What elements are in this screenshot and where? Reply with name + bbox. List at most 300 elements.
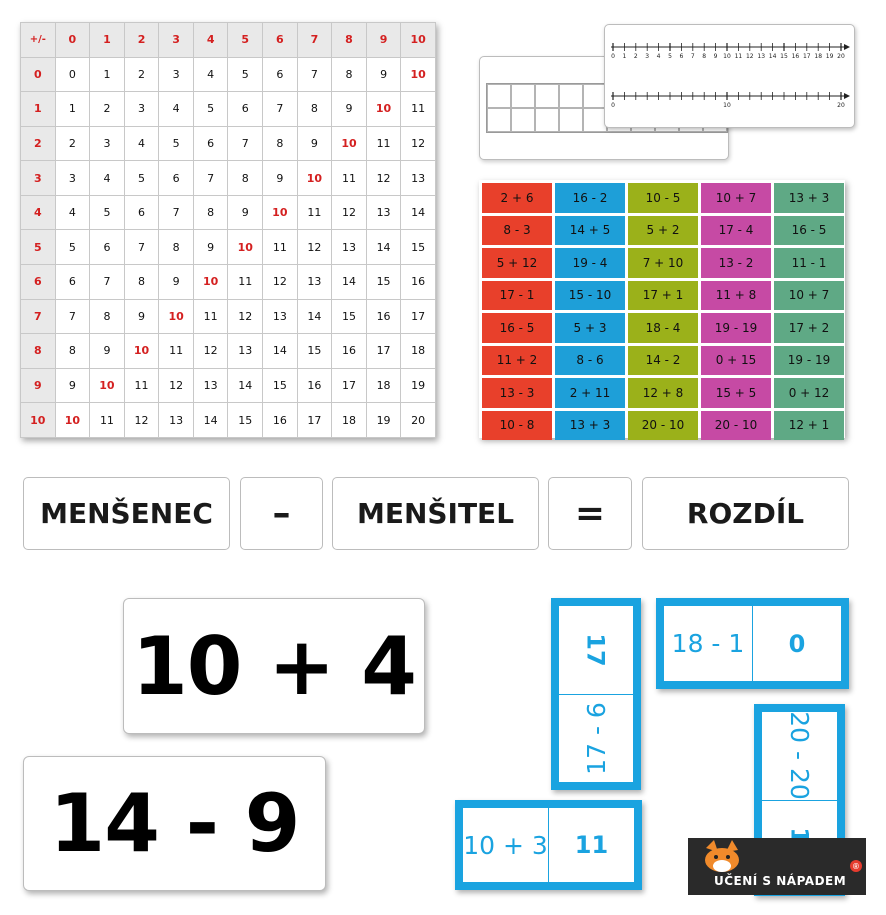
domino-half (664, 606, 752, 681)
table-cell: 18 (366, 368, 401, 403)
task-card (628, 313, 698, 343)
task-card-text: 19 - 19 (787, 353, 831, 368)
table-corner-cell: +/- (21, 23, 56, 58)
brand-logo (688, 838, 866, 895)
table-row-header: 7 (21, 299, 56, 334)
number-line-label: 6 (679, 53, 684, 60)
table-cell: 9 (193, 230, 228, 265)
registered-mark: ® (850, 860, 862, 872)
table-cell: 1 (90, 57, 125, 92)
table-cell: 14 (263, 334, 298, 369)
table-cell: 7 (55, 299, 90, 334)
task-card-text: 16 - 5 (791, 223, 827, 238)
task-card (628, 248, 698, 278)
table-row-header: 2 (21, 126, 56, 161)
table-cell: 15 (401, 230, 436, 265)
task-card (482, 313, 552, 343)
task-card-text: 16 - 5 (499, 320, 535, 335)
task-card-text: 5 + 3 (573, 320, 607, 335)
domino-value: 0 (788, 629, 806, 658)
task-card-text: 0 + 12 (788, 385, 830, 400)
expression-card-addition (123, 598, 425, 734)
table-cell: 3 (124, 92, 159, 127)
table-row (21, 57, 436, 92)
number-line-label: 0 (611, 102, 615, 109)
task-card-text: 19 - 19 (714, 320, 758, 335)
task-card (482, 183, 552, 213)
task-card-text: 18 - 4 (645, 320, 681, 335)
table-cell: 14 (401, 195, 436, 230)
table-row (21, 265, 436, 300)
table-cell: 5 (228, 57, 263, 92)
table-cell: 16 (366, 299, 401, 334)
table-cell: 12 (124, 403, 159, 438)
task-card-text: 14 - 2 (645, 353, 681, 368)
word-card-minuend (23, 477, 230, 550)
table-cell: 8 (297, 92, 332, 127)
task-card-text: 11 - 1 (791, 255, 827, 270)
task-card (482, 281, 552, 311)
table-cell: 7 (297, 57, 332, 92)
table-cell: 11 (90, 403, 125, 438)
task-card (482, 248, 552, 278)
table-cell: 4 (55, 195, 90, 230)
expression-subtraction: 14 - 9 (49, 777, 300, 870)
table-cell: 13 (228, 334, 263, 369)
task-card (774, 248, 844, 278)
ten-frame-cell (511, 84, 535, 108)
table-cell: 7 (193, 161, 228, 196)
domino-value: 17 (582, 633, 610, 667)
number-line-label: 20 (837, 53, 845, 60)
task-card-text: 2 + 6 (500, 190, 534, 205)
table-cell: 17 (401, 299, 436, 334)
number-line-graphic (605, 25, 856, 129)
table-cell: 12 (401, 126, 436, 161)
table-row (21, 403, 436, 438)
task-card (555, 313, 625, 343)
number-line-label: 16 (791, 53, 800, 60)
table-column-header: 6 (263, 23, 298, 58)
expression-card-subtraction (23, 756, 326, 891)
task-card (701, 378, 771, 408)
number-line-label: 20 (837, 102, 845, 109)
task-card-text: 15 - 10 (568, 288, 612, 303)
table-cell: 13 (332, 230, 367, 265)
domino-vertical-left (551, 598, 641, 790)
task-card-text: 14 + 5 (569, 223, 611, 238)
task-card (628, 346, 698, 376)
table-cell: 13 (193, 368, 228, 403)
task-card-text: 11 + 2 (496, 353, 538, 368)
task-card (628, 411, 698, 441)
table-cell: 12 (263, 265, 298, 300)
number-line-label: 5 (668, 53, 672, 60)
task-card (628, 378, 698, 408)
table-cell: 9 (228, 195, 263, 230)
table-cell: 5 (193, 92, 228, 127)
table-row (21, 92, 436, 127)
table-cell: 9 (90, 334, 125, 369)
table-row-header: 6 (21, 265, 56, 300)
table-column-header: 0 (55, 23, 90, 58)
table-column-header: 7 (297, 23, 332, 58)
table-cell: 6 (55, 265, 90, 300)
task-card-text: 10 - 8 (499, 418, 535, 433)
table-cell: 9 (297, 126, 332, 161)
addition-table (20, 22, 436, 438)
table-cell: 10 (228, 230, 263, 265)
task-card-text: 13 + 3 (788, 190, 830, 205)
word-card-subtrahend (332, 477, 539, 550)
table-cell: 17 (366, 334, 401, 369)
table-cell: 6 (228, 92, 263, 127)
table-cell: 10 (366, 92, 401, 127)
table-cell: 9 (124, 299, 159, 334)
task-card-text: 7 + 10 (642, 255, 684, 270)
table-cell: 8 (55, 334, 90, 369)
table-cell: 8 (332, 57, 367, 92)
table-cell: 17 (332, 368, 367, 403)
table-row-header: 5 (21, 230, 56, 265)
table-cell: 9 (159, 265, 194, 300)
number-line-label: 9 (713, 53, 718, 60)
domino-value: 18 - 1 (671, 629, 745, 658)
table-cell: 16 (401, 265, 436, 300)
table-cell: 10 (297, 161, 332, 196)
table-row (21, 368, 436, 403)
table-cell: 16 (263, 403, 298, 438)
table-row-header: 4 (21, 195, 56, 230)
table-cell: 2 (90, 92, 125, 127)
ten-frame-cell (487, 108, 511, 132)
table-cell: 10 (332, 126, 367, 161)
table-row-header: 10 (21, 403, 56, 438)
table-cell: 10 (401, 57, 436, 92)
task-card-text: 19 - 4 (572, 255, 608, 270)
table-cell: 11 (401, 92, 436, 127)
domino-half (548, 808, 634, 882)
table-row-header: 3 (21, 161, 56, 196)
table-column-header: 9 (366, 23, 401, 58)
table-cell: 9 (366, 57, 401, 92)
table-cell: 4 (193, 57, 228, 92)
number-line-label: 11 (734, 53, 743, 60)
table-row (21, 161, 436, 196)
table-cell: 18 (332, 403, 367, 438)
number-line-label: 10 (723, 102, 731, 109)
word-card-difference (642, 477, 849, 550)
table-cell: 11 (124, 368, 159, 403)
ten-frame-cell (511, 108, 535, 132)
table-cell: 2 (124, 57, 159, 92)
task-card-text: 5 + 2 (646, 223, 680, 238)
number-line-label: 8 (702, 53, 707, 60)
task-card (628, 281, 698, 311)
task-card-text: 17 + 1 (642, 288, 684, 303)
number-line-label: 12 (745, 53, 754, 60)
task-card-text: 17 + 2 (788, 320, 830, 335)
task-card-text: 13 + 3 (569, 418, 611, 433)
table-cell: 14 (297, 299, 332, 334)
task-card-text: 10 - 5 (645, 190, 681, 205)
table-column-header: 3 (159, 23, 194, 58)
expression-addition: 10 + 4 (132, 619, 416, 713)
table-cell: 12 (366, 161, 401, 196)
word-equals-sign: = (574, 493, 606, 534)
table-cell: 10 (159, 299, 194, 334)
table-cell: 11 (332, 161, 367, 196)
task-card-text: 12 + 1 (788, 418, 830, 433)
table-cell: 12 (159, 368, 194, 403)
table-cell: 1 (55, 92, 90, 127)
fox-icon (692, 838, 752, 878)
task-cards-grid (482, 183, 844, 440)
table-cell: 13 (263, 299, 298, 334)
table-cell: 10 (124, 334, 159, 369)
table-cell: 13 (401, 161, 436, 196)
domino-value: 11 (574, 831, 609, 859)
number-line-label: 10 (723, 53, 731, 60)
table-cell: 15 (228, 403, 263, 438)
number-line-label: 0 (611, 53, 615, 60)
table-cell: 8 (90, 299, 125, 334)
table-cell: 7 (159, 195, 194, 230)
table-row-header: 0 (21, 57, 56, 92)
table-cell: 6 (263, 57, 298, 92)
task-card (701, 248, 771, 278)
task-card (482, 346, 552, 376)
table-cell: 3 (90, 126, 125, 161)
word-minuend: MENŠENEC (40, 497, 213, 530)
table-cell: 6 (124, 195, 159, 230)
table-row (21, 126, 436, 161)
table-cell: 9 (332, 92, 367, 127)
table-cell: 13 (159, 403, 194, 438)
number-line-label: 14 (768, 53, 777, 60)
number-line-label: 3 (645, 53, 650, 60)
table-cell: 10 (193, 265, 228, 300)
task-card-text: 10 + 7 (788, 288, 830, 303)
number-line-label: 15 (780, 53, 788, 60)
ten-frame-cell (559, 108, 583, 132)
number-line-label: 13 (757, 53, 766, 60)
table-cell: 14 (193, 403, 228, 438)
number-line-arrow (844, 44, 850, 50)
domino-half (559, 694, 633, 783)
word-minus-sign: – (272, 493, 291, 534)
domino-half (463, 808, 548, 882)
table-row (21, 230, 436, 265)
task-card-text: 15 + 5 (715, 385, 757, 400)
table-cell: 10 (90, 368, 125, 403)
domino-value: 10 + 3 (463, 830, 548, 860)
table-cell: 11 (366, 126, 401, 161)
table-cell: 14 (366, 230, 401, 265)
number-line-label: 4 (656, 53, 661, 60)
table-cell: 3 (55, 161, 90, 196)
table-column-header: 2 (124, 23, 159, 58)
task-card (774, 313, 844, 343)
task-card (628, 183, 698, 213)
table-cell: 20 (401, 403, 436, 438)
task-card-text: 12 + 8 (642, 385, 684, 400)
table-cell: 15 (263, 368, 298, 403)
table-cell: 13 (297, 265, 332, 300)
table-cell: 12 (228, 299, 263, 334)
task-card (482, 411, 552, 441)
task-card (774, 183, 844, 213)
word-card-equals (548, 477, 632, 550)
table-cell: 7 (263, 92, 298, 127)
table-cell: 18 (401, 334, 436, 369)
table-cell: 16 (332, 334, 367, 369)
number-line-label: 2 (633, 53, 638, 60)
task-card (555, 378, 625, 408)
task-card (628, 216, 698, 246)
task-card (555, 346, 625, 376)
table-cell: 19 (366, 403, 401, 438)
table-cell: 7 (124, 230, 159, 265)
table-column-header: 1 (90, 23, 125, 58)
table-cell: 5 (55, 230, 90, 265)
table-cell: 12 (297, 230, 332, 265)
domino-value: 17 - 6 (581, 701, 611, 775)
table-cell: 17 (297, 403, 332, 438)
table-cell: 14 (228, 368, 263, 403)
task-card (701, 281, 771, 311)
task-card (701, 183, 771, 213)
table-cell: 12 (193, 334, 228, 369)
table-cell: 8 (159, 230, 194, 265)
task-card-text: 17 - 4 (718, 223, 754, 238)
table-cell: 7 (228, 126, 263, 161)
table-row (21, 195, 436, 230)
number-line-label: 7 (690, 53, 695, 60)
task-card (555, 216, 625, 246)
task-card-text: 5 + 12 (496, 255, 538, 270)
table-cell: 9 (263, 161, 298, 196)
task-card-text: 8 - 6 (576, 353, 604, 368)
number-line-label: 1 (622, 53, 627, 60)
task-card (555, 248, 625, 278)
domino-half (559, 606, 633, 694)
task-card (555, 281, 625, 311)
table-cell: 0 (55, 57, 90, 92)
domino-horizontal-top (656, 598, 849, 689)
table-column-header: 8 (332, 23, 367, 58)
table-column-header: 5 (228, 23, 263, 58)
task-card (701, 313, 771, 343)
task-card (555, 411, 625, 441)
word-subtrahend: MENŠITEL (356, 497, 515, 530)
ten-frame-cell (535, 84, 559, 108)
table-row-header: 9 (21, 368, 56, 403)
task-card (482, 216, 552, 246)
table-cell: 16 (297, 368, 332, 403)
table-cell: 8 (228, 161, 263, 196)
table-cell: 5 (90, 195, 125, 230)
task-card (774, 346, 844, 376)
table-cell: 4 (124, 126, 159, 161)
table-cell: 15 (366, 265, 401, 300)
number-line-label: 17 (802, 53, 811, 60)
ten-frame-cell (559, 84, 583, 108)
domino-half (752, 606, 841, 681)
word-difference: ROZDÍL (686, 497, 805, 530)
task-card (774, 378, 844, 408)
table-row-header: 8 (21, 334, 56, 369)
task-card (555, 183, 625, 213)
table-column-header: 10 (401, 23, 436, 58)
task-card-text: 20 - 10 (641, 418, 685, 433)
table-cell: 12 (332, 195, 367, 230)
task-cards-sheet (479, 180, 845, 438)
task-card (701, 411, 771, 441)
table-cell: 5 (159, 126, 194, 161)
ten-frame-cell (487, 84, 511, 108)
task-card (701, 346, 771, 376)
task-card-text: 8 - 3 (503, 223, 531, 238)
task-card-text: 11 + 8 (715, 288, 757, 303)
task-card-text: 0 + 15 (715, 353, 757, 368)
number-line-card (604, 24, 855, 128)
table-cell: 15 (297, 334, 332, 369)
table-cell: 14 (332, 265, 367, 300)
table-cell: 2 (55, 126, 90, 161)
table-cell: 8 (263, 126, 298, 161)
domino-horizontal-bottom (455, 800, 642, 890)
table-cell: 15 (332, 299, 367, 334)
task-card (701, 216, 771, 246)
table-cell: 10 (263, 195, 298, 230)
table-cell: 11 (228, 265, 263, 300)
table-cell: 8 (124, 265, 159, 300)
number-line-label: 19 (825, 53, 834, 60)
task-card-text: 10 + 7 (715, 190, 757, 205)
table-cell: 8 (193, 195, 228, 230)
task-card (774, 281, 844, 311)
task-card-text: 20 - 10 (714, 418, 758, 433)
task-card-text: 13 - 3 (499, 385, 535, 400)
task-card (774, 216, 844, 246)
ten-frame-cell (535, 108, 559, 132)
table-cell: 6 (159, 161, 194, 196)
word-card-minus (240, 477, 323, 550)
task-card (774, 411, 844, 441)
table-cell: 19 (401, 368, 436, 403)
table-cell: 6 (193, 126, 228, 161)
domino-half (762, 712, 837, 800)
table-row-header: 1 (21, 92, 56, 127)
table-cell: 3 (159, 57, 194, 92)
domino-value: 20 - 20 (785, 711, 815, 801)
task-card-text: 2 + 11 (569, 385, 611, 400)
table-cell: 11 (193, 299, 228, 334)
number-line-arrow (844, 93, 850, 99)
table-row (21, 299, 436, 334)
task-card (482, 378, 552, 408)
table-cell: 11 (263, 230, 298, 265)
table-cell: 5 (124, 161, 159, 196)
task-card-text: 16 - 2 (572, 190, 608, 205)
number-line-label: 18 (814, 53, 823, 60)
table-cell: 9 (55, 368, 90, 403)
task-card-text: 17 - 1 (499, 288, 535, 303)
table-cell: 4 (159, 92, 194, 127)
table-cell: 10 (55, 403, 90, 438)
logo-text: UČENÍ S NÁPADEM (714, 874, 847, 888)
